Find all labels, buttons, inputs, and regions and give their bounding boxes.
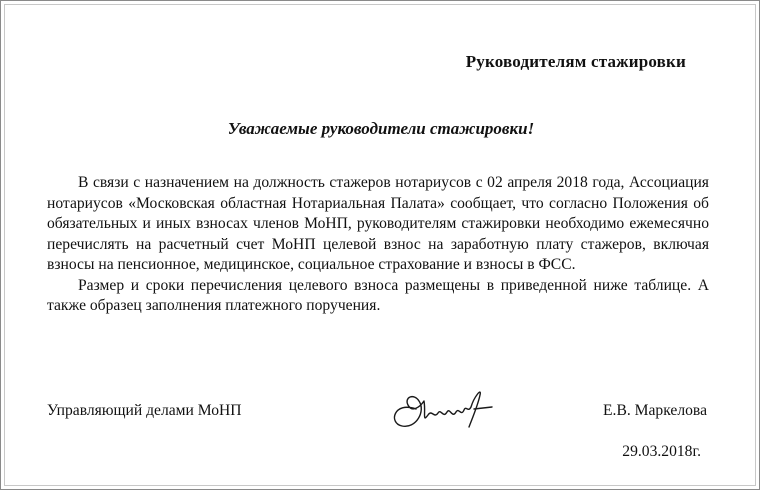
body-paragraph-1: В связи с назначением на должность стажеров нотариусов с 02 апреля 2018 года, Ассоциация нотариусов «Московская областная Нотариальная Палата» сообщает, что согласно Положения об обязательных и иных взносах членов МоНП, руководителям стажировки необходимо ежемесячно перечислять на расчетный счет МоНП целевой взнос на заработную плату стажеров, включая взносы на пенсионное, медицинское, социальное страхование и взносы в ФСС. bbox=[47, 174, 709, 273]
body-paragraph-2: Размер и сроки перечисления целевого взноса размещены в приведенной ниже таблице. А также образец заполнения платежного поручения. bbox=[47, 276, 709, 314]
signatory-name: Е.В. Маркелова bbox=[603, 402, 707, 419]
letter-date: 29.03.2018г. bbox=[622, 443, 701, 460]
addressee-heading: Руководителям стажировки bbox=[465, 52, 686, 71]
salutation: Уважаемые руководители стажировки! bbox=[227, 119, 535, 138]
handwritten-signature-icon bbox=[386, 379, 511, 434]
signatory-position: Управляющий делами МоНП bbox=[47, 402, 242, 419]
signature-row bbox=[47, 402, 709, 424]
letter-body bbox=[47, 173, 709, 317]
